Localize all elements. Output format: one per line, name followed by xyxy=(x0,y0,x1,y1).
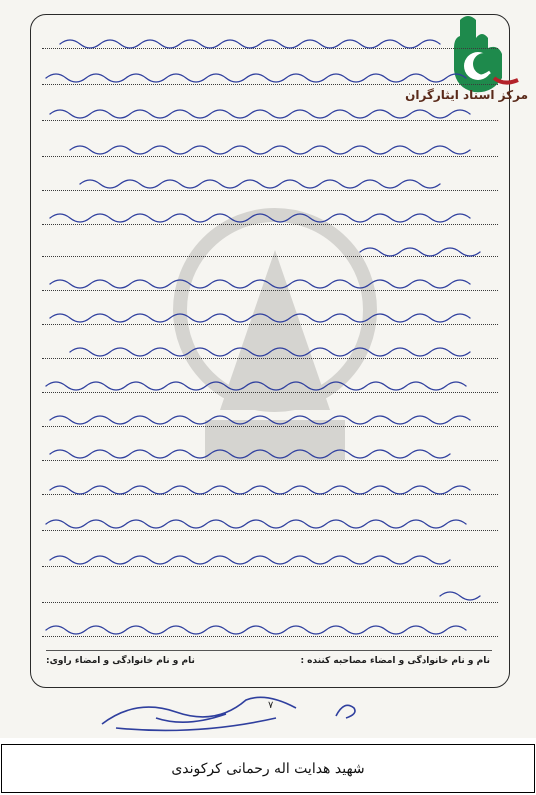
caption-text: شهید هدایت اله رحمانی کرکوندی xyxy=(171,760,365,777)
handwriting-ink xyxy=(40,28,500,638)
caption-box xyxy=(1,744,535,793)
narrator-signature-label: نام و نام خانوادگی و امضاء راوی: xyxy=(46,656,195,666)
signature-mark xyxy=(96,678,316,736)
footer-divider xyxy=(46,650,492,651)
page-number: ۷ xyxy=(268,700,274,711)
signature-mark xyxy=(332,696,362,722)
logo-text: مرکز اسناد ایثارگران xyxy=(405,88,528,102)
interviewer-signature-label: نام و نام خانوادگی و امضاء مصاحبه کننده : xyxy=(300,656,490,666)
